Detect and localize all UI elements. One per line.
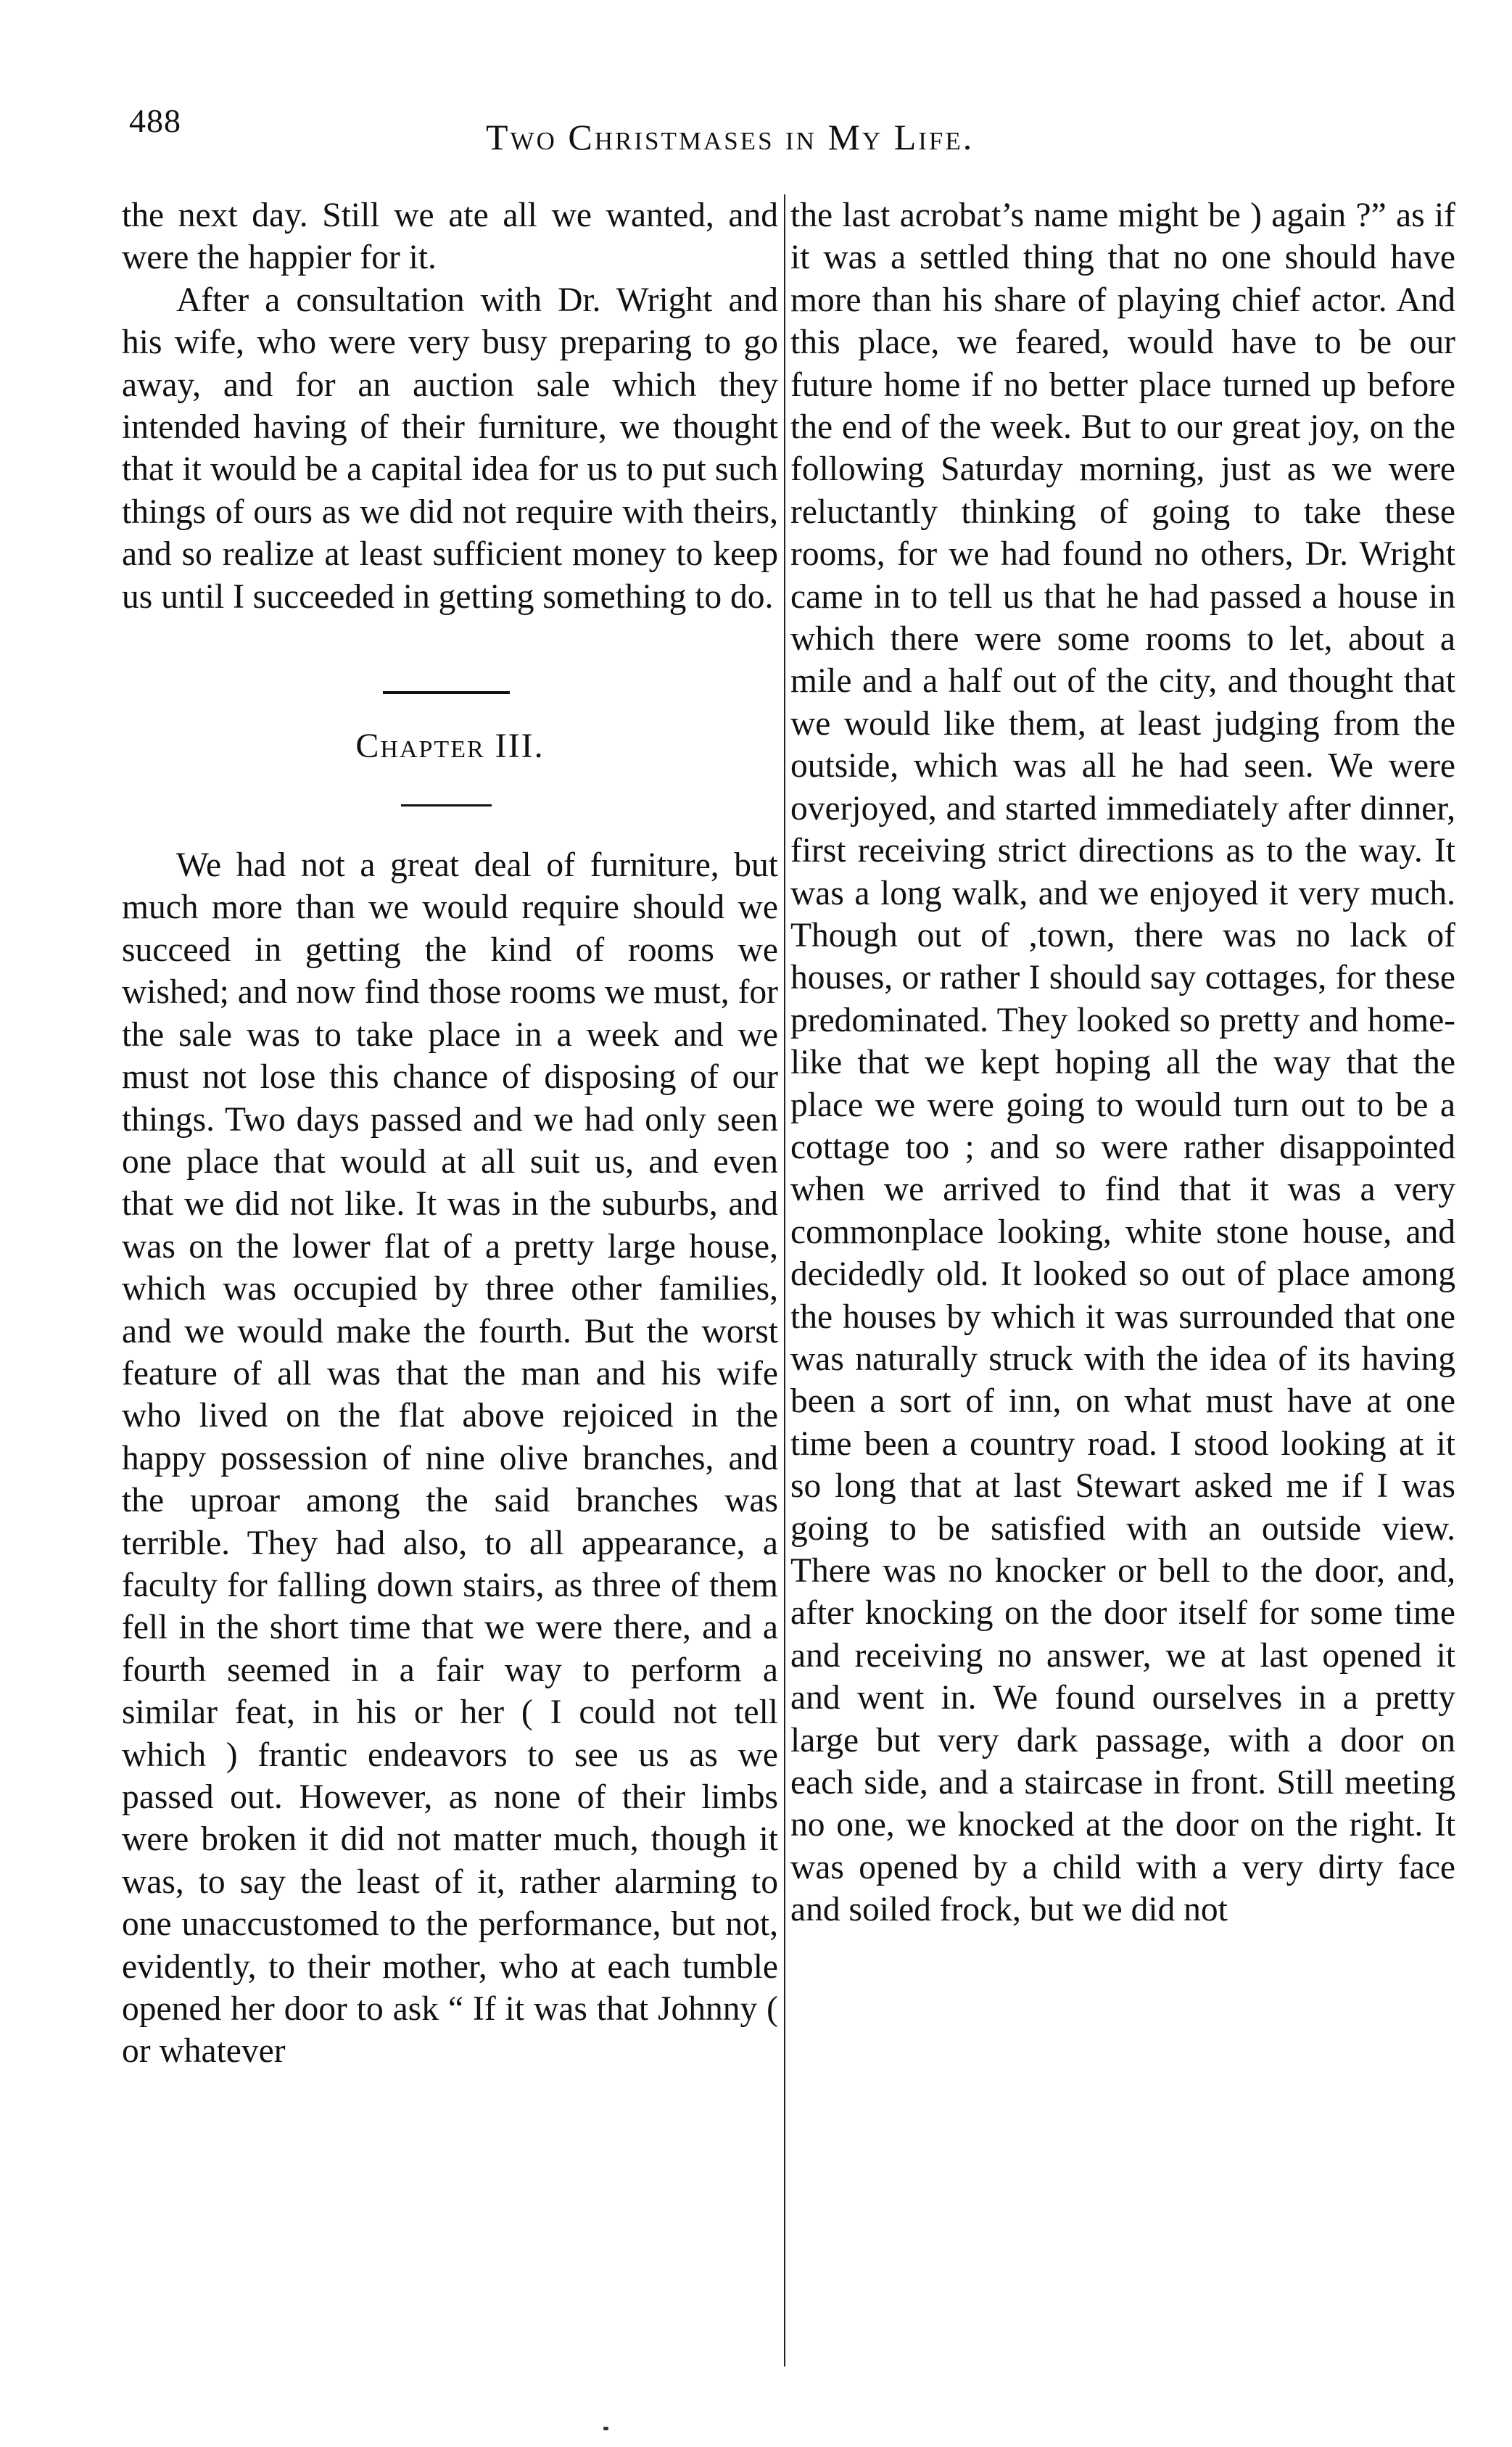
chapter-heading: Chapter III. xyxy=(355,727,545,766)
running-title: Two Christmases in My Life. xyxy=(486,117,975,157)
paragraph: the next day. Still we ate all we wanted, and were the happier for it. xyxy=(122,197,778,277)
right-column xyxy=(790,194,1455,1931)
paragraph: the last acrobat’s name might be ) again ?” as if it was a settled thing that no one should have more than his share of playing chief actor. And this place, we feared, would have to be our future home if no better place turned up before the end of the week. But to our great joy, on the following Saturday morning, just as we were reluctantly thinking of going to take these rooms, for we had found no others, Dr. Wright came in to tell us that he had passed a house in which there were some rooms to let, about a mile and a half out of the city, and thought that we would like them, at least judging from the outside, which was all he had seen. We were overjoyed, and started immediately after dinner, first receiving strict directions as to the way. It was a long walk, and we enjoyed it very much. Though out of ,town, there was no lack of houses, or rather I should say cottages, for these predominated. They looked so pretty and home-like that we kept hoping all the way that the place we were going to would turn out to be a cottage too ; and so were rather disappointed when we arrived to find that it was a very commonplace looking, white stone house, and decidedly old. It looked so out of place among the houses by which it was surrounded that one was naturally struck with the idea of its having been a sort of inn, on what must have at one time been a country road. I stood looking at it so long that at last Stewart asked me if I was going to be satisfied with an outside view. There was no knocker or bell to the door, and, after knocking on the door itself for some time and receiving no answer, we at last opened it and went in. We found ourselves in a pretty large but very dark passage, with a door on each side, and a staircase in front. Still meeting no one, we knocked at the door on the right. It was opened by a child with a very dirty face and soiled frock, but we did not xyxy=(790,197,1455,1929)
chapter-break xyxy=(122,618,778,844)
paragraph: After a consultation with Dr. Wright and his wife, who were very busy preparing to go away, and for an auction sale which they intended having of their furniture, we thought that it would be a capital idea for us to put such things of ours as we did not require with theirs, and so realize at least sufficient money to keep us until I succeeded in getting something to do. xyxy=(122,281,778,616)
chapter-rule-top xyxy=(383,691,510,694)
left-column xyxy=(122,194,778,2073)
chapter-rule-bottom xyxy=(401,804,492,806)
paragraph: We had not a great deal of furniture, but much more than we would require should we succeed in getting the kind of rooms we wished; and now find those rooms we must, for the sale was to take place in a week and we must not lose this chance of disposing of our things. Two days passed and we had only seen one place that would at all suit us, and even that we did not like. It was in the suburbs, and was on the lower flat of a pretty large house, which was occupied by three other families, and we would make the fourth. But the worst feature of all was that the man and his wife who lived on the flat above rejoiced in the happy possession of nine olive branches, and the uproar among the said branches was terrible. They had also, to all appearance, a faculty for falling down stairs, as three of them fell in the short time that we were there, and a fourth seemed in a fair way to perform a similar feat, in his or her ( I could not tell which ) frantic endeavors to see us as we passed out. However, as none of their limbs were broken it did not matter much, though it was, to say the least of it, rather alarming to one unaccustomed to the performance, but not, evidently, to their mother, who at each tumble opened her door to ask “ If it was that Johnny ( or whatever xyxy=(122,846,778,2071)
print-mark xyxy=(603,2427,608,2430)
page-header xyxy=(123,94,1414,167)
column-divider xyxy=(784,194,785,2366)
page-number: 488 xyxy=(129,102,181,139)
